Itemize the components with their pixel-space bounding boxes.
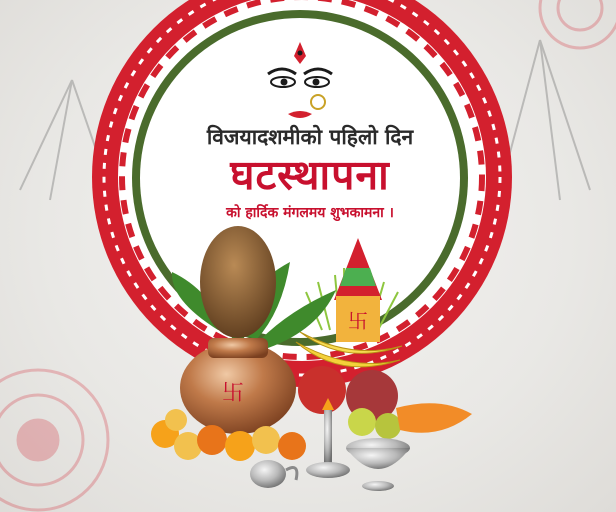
background-swing-right — [500, 40, 590, 200]
background-mandala-bottom-left — [0, 370, 108, 510]
greeting-line-1: विजयादशमीको पहिलो दिन — [206, 125, 414, 149]
small-pot — [250, 460, 297, 488]
svg-text:卐: 卐 — [348, 309, 368, 333]
greeting-title: घटस्थापना — [230, 151, 390, 199]
coconut-icon — [200, 226, 276, 338]
svg-text:卐: 卐 — [222, 381, 245, 406]
greeting-line-3: को हार्दिक मंगलमय शुभकामना । — [226, 205, 394, 221]
silver-bowl — [346, 438, 410, 491]
background-mandala-top-right — [540, 0, 616, 48]
